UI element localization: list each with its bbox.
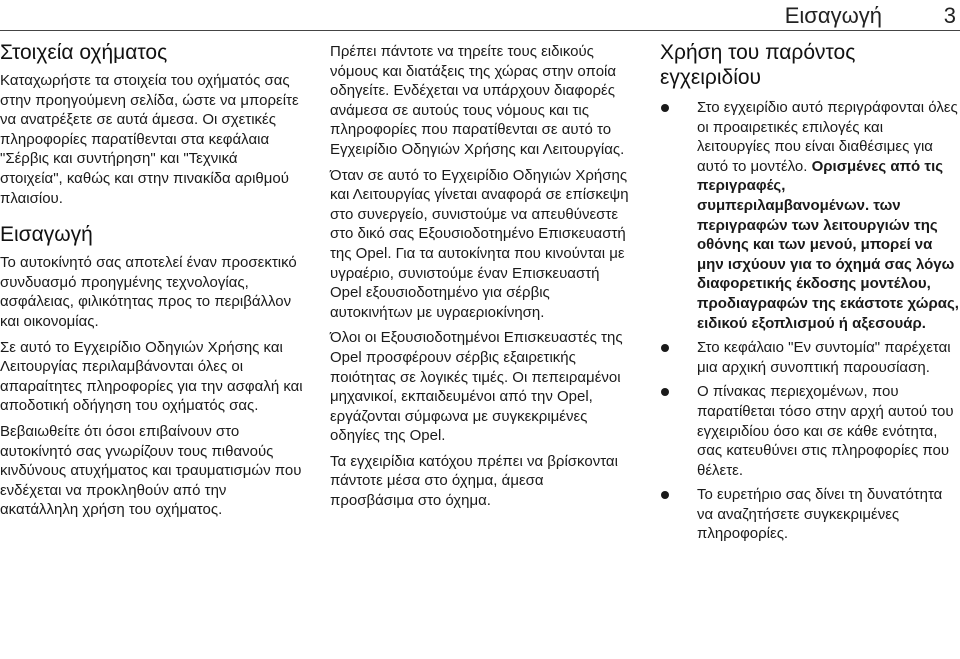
paragraph: Όλοι οι Εξουσιοδοτημένοι Επισκευαστές της Opel προσφέρουν σέρβις εξαιρετικής ποιότητας σε λογικές τιμές. Οι πεπειραμένοι μηχανικοί, εκπαιδευμένοι από την Opel, εργάζονται σύμφωνα με συγκεκριμένες οδηγίες της Opel. [330,329,623,445]
column-1 [0,40,304,526]
bullet-icon [661,104,669,112]
list-item [660,485,960,544]
bullet-list [660,98,960,544]
list-item-text: Στο κεφάλαιο "Εν συντομία" παρέχεται μια αρχική συνοπτική παρουσίαση. [697,339,951,376]
paragraph: Βεβαιωθείτε ότι όσοι επιβαίνουν στο αυτοκίνητό σας γνωρίζουν τους πιθανούς κινδύνους ατυχήματος και τραυματισμών που ενδέχεται να προκληθούν από την ακατάλληλη χρήση του οχήματος. [0,422,302,519]
running-header-title: Εισαγωγή [784,3,882,28]
list-item [660,98,960,333]
list-item-bold-note: Ορισμένες από τις περιγραφές, συμπεριλαμβανομένων. των περιγραφών των λειτουργιών της οθόνης και των μενού, μπορεί να μην ισχύουν για το όχημά σας λόγω διαφορετικής έκδοσης μοντέλου, προδιαγραφών της εκάστοτε χώρας, ειδικού εξοπλισμού ή αξεσουάρ. [697,157,959,332]
column-2 [330,42,630,517]
paragraph: Τα εγχειρίδια κατόχου πρέπει να βρίσκονται πάντοτε μέσα στο όχημα, άμεσα προσβάσιμα στο όχημα. [330,452,618,510]
header-rule [0,30,960,31]
list-item-text: Ο πίνακας περιεχομένων, που παρατίθεται τόσο στην αρχή αυτού του εγχειριδίου όσο και σε κάθε ενότητα, σας κατευθύνει στις πληροφορίες που θέλετε. [697,383,954,479]
paragraph: Σε αυτό το Εγχειρίδιο Οδηγιών Χρήσης και Λειτουργίας περιλαμβάνονται όλες οι απαραίτητες πληροφορίες για την ασφαλή και αποδοτική οδήγηση του οχήματός σας. [0,338,303,415]
bullet-icon [661,388,669,396]
paragraph: Καταχωρήστε τα στοιχεία του οχήματός σας στην προηγούμενη σελίδα, ώστε να μπορείτε να ανατρέξετε σε αυτά άμεσα. Οι σχετικές πληροφορίες παρατίθενται στα κεφάλαια "Σέρβις και συντήρηση" και "Τεχνικά στοιχεία", καθώς και στην πινακίδα αριθμού πλαισίου. [0,72,299,207]
paragraph: Όταν σε αυτό το Εγχειρίδιο Οδηγιών Χρήσης και Λειτουργίας γίνεται αναφορά σε επίσκεψη στο συνεργείο, συνιστούμε να απευθύνεστε στο δικό σας Εξουσιοδοτημένο Επισκευαστή της Opel. Για τα αυτοκίνητα που κινούνται με υγραέριο, συνιστούμε έναν Επισκευαστή Opel εξουσιοδοτημένο για σέρβις αυτοκινήτων με υγραεριοκίνηση. [330,166,629,321]
paragraph: Το αυτοκίνητό σας αποτελεί έναν προσεκτικό συνδυασμό προηγμένης τεχνολογίας, ασφάλειας, φιλικότητας προς το περιβάλλον και οικονομίας. [0,254,297,330]
column-3 [660,40,960,549]
list-item [660,382,960,480]
section-heading-using-manual: Χρήση του παρόντος εγχειριδίου [660,41,856,89]
bullet-icon [661,491,669,499]
bullet-icon [661,344,669,352]
list-item-text: Στο εγχειρίδιο αυτό περιγράφονται όλες οι προαιρετικές επιλογές και λειτουργίες που είναι διαθέσιμες για αυτό το μοντέλο. [697,99,958,175]
list-item [660,338,960,377]
page-number: 3 [943,3,956,28]
section-heading-introduction: Εισαγωγή [0,223,93,247]
paragraph: Πρέπει πάντοτε να τηρείτε τους ειδικούς νόμους και διατάξεις της χώρας στην οποία οδηγείτε. Ενδέχεται να υπάρχουν διαφορές ανάμεσα σε αυτούς τους νόμους και τις πληροφορίες που παρατίθενται σε αυτό το Εγχειρίδιο Οδηγιών Χρήσης και Λειτουργίας. [330,43,625,158]
section-heading-vehicle-data: Στοιχεία οχήματος [0,41,168,64]
list-item-text: Το ευρετήριο σας δίνει τη δυνατότητα να αναζητήσετε συγκεκριμένες πληροφορίες. [697,486,943,543]
